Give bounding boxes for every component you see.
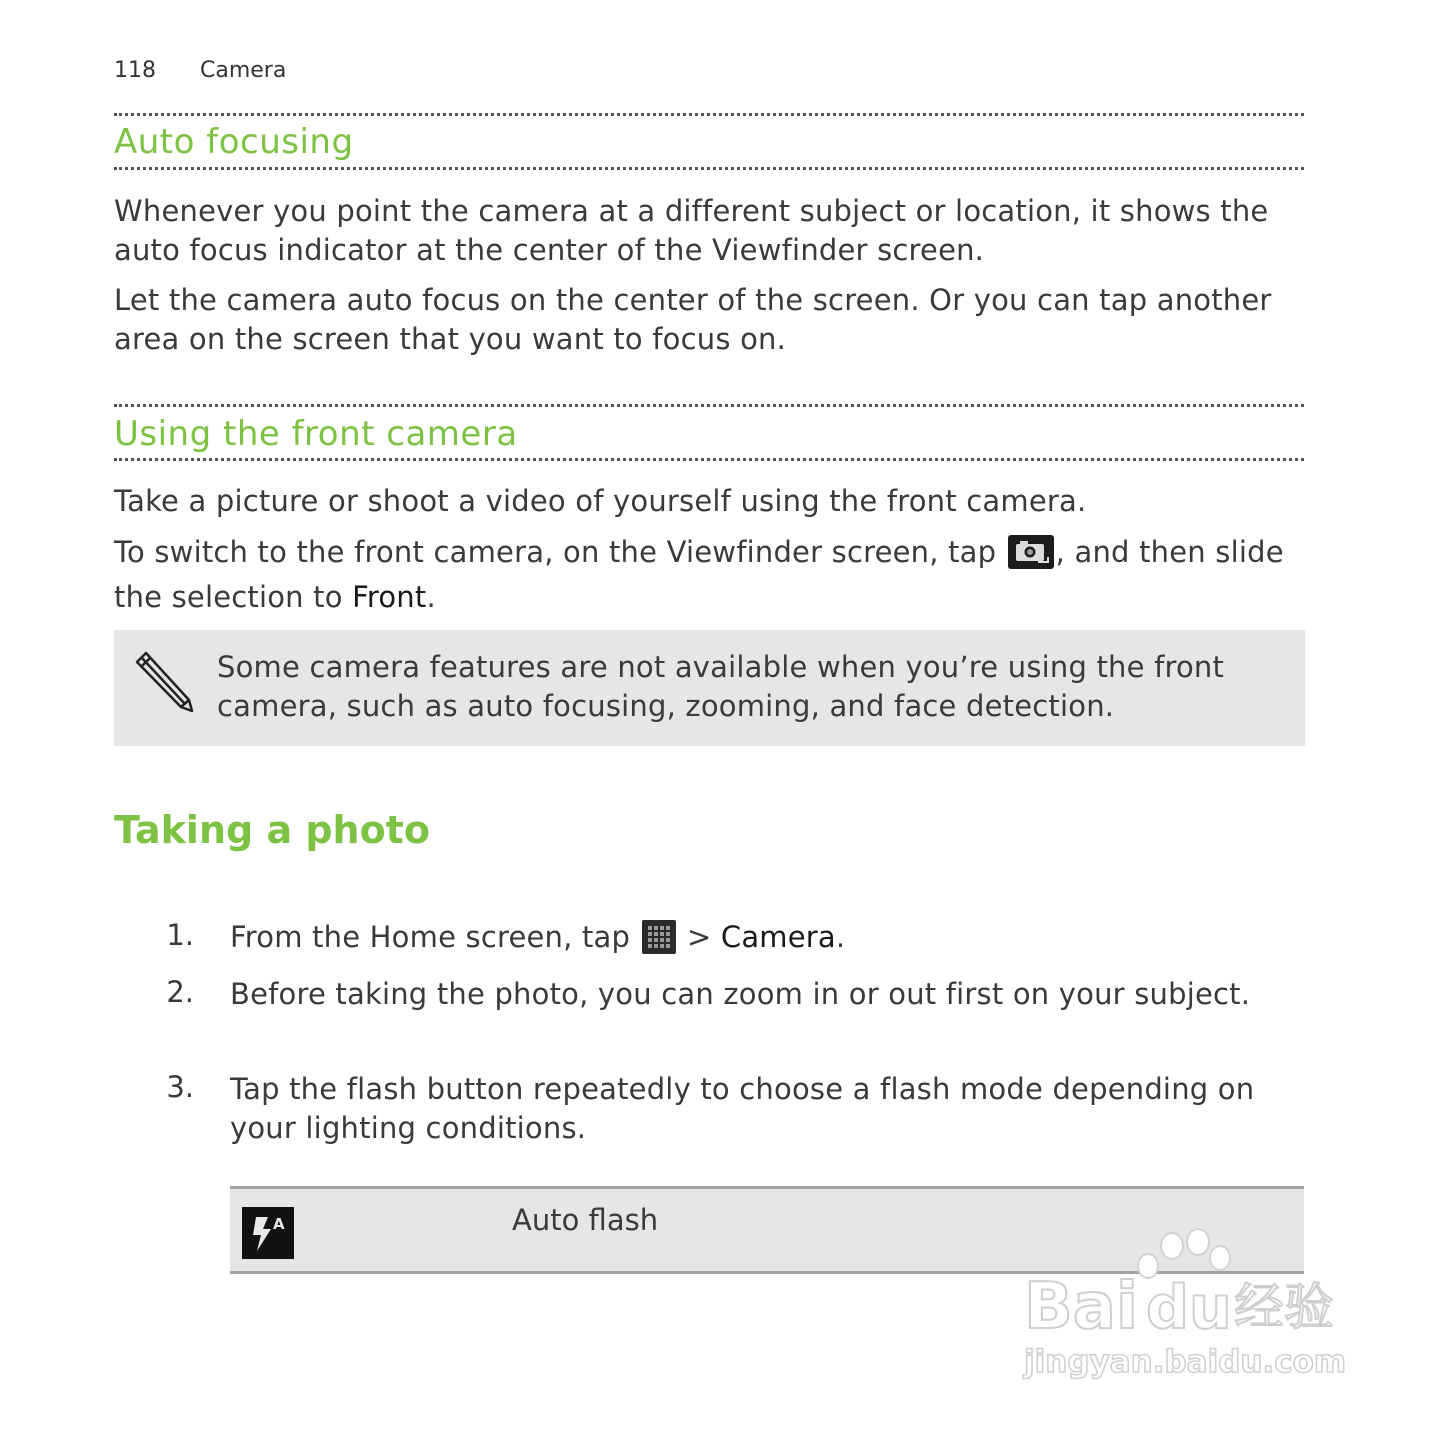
watermark-cn: 经验 [1234,1278,1334,1336]
step-number: 1. [166,918,194,952]
note-box [114,630,1305,746]
all-apps-icon [642,920,676,964]
front-camera-text-middle: , and then slide the selection to [114,534,1284,614]
watermark-brand: Bai [1024,1270,1138,1344]
pencil-note-icon [134,650,196,718]
front-camera-body [114,482,1304,617]
section-divider [114,404,1304,407]
front-camera-paragraph-2 [114,533,1304,617]
auto-focusing-body [114,192,1304,358]
step-1-after: > [677,920,721,954]
baidu-watermark [1020,1222,1360,1382]
section-divider [114,113,1304,116]
section-divider [114,167,1304,170]
step-text: Tap the flash button repeatedly to choose a flash mode depending on your lighting conditions. [230,1072,1255,1145]
step-1-before: From the Home screen, tap [230,920,640,954]
front-camera-heading: Using the front camera [114,414,518,454]
step-1-end: . [835,920,846,954]
note-text: Some camera features are not available when you’re using the front camera, such as auto focusing, zooming, and face detection. [217,650,1225,723]
taking-photo-heading: Taking a photo [114,808,430,852]
front-option-label: Front [352,580,427,614]
auto-focusing-paragraph-1: Whenever you point the camera at a different subject or location, it shows the auto focus indicator at the center of the Viewfinder screen. [114,194,1269,267]
camera-switch-icon [1008,535,1054,579]
step-number: 2. [166,975,194,1009]
step-text: Before taking the photo, you can zoom in or out first on your subject. [230,977,1251,1011]
page-number: 118 [114,58,156,83]
front-camera-text-end: . [426,580,436,614]
auto-flash-label: Auto flash [512,1203,659,1237]
section-divider [114,458,1304,461]
front-camera-paragraph-1: Take a picture or shoot a video of yourself using the front camera. [114,484,1087,518]
auto-flash-icon [242,1207,294,1263]
watermark-url: jingyan.baidu.com [1024,1344,1347,1380]
step-text [230,918,1305,964]
watermark-brand-du: du [1146,1273,1232,1343]
page-section-title: Camera [200,58,287,83]
auto-focusing-heading: Auto focusing [114,122,354,162]
camera-app-label: Camera [720,920,836,954]
front-camera-text-before: To switch to the front camera, on the Viewfinder screen, tap [114,534,1006,569]
svg-text:A: A [273,1215,285,1233]
step-number: 3. [166,1070,194,1104]
auto-focusing-paragraph-2: Let the camera auto focus on the center of the screen. Or you can tap another area on the screen that you want to focus on. [114,283,1272,356]
